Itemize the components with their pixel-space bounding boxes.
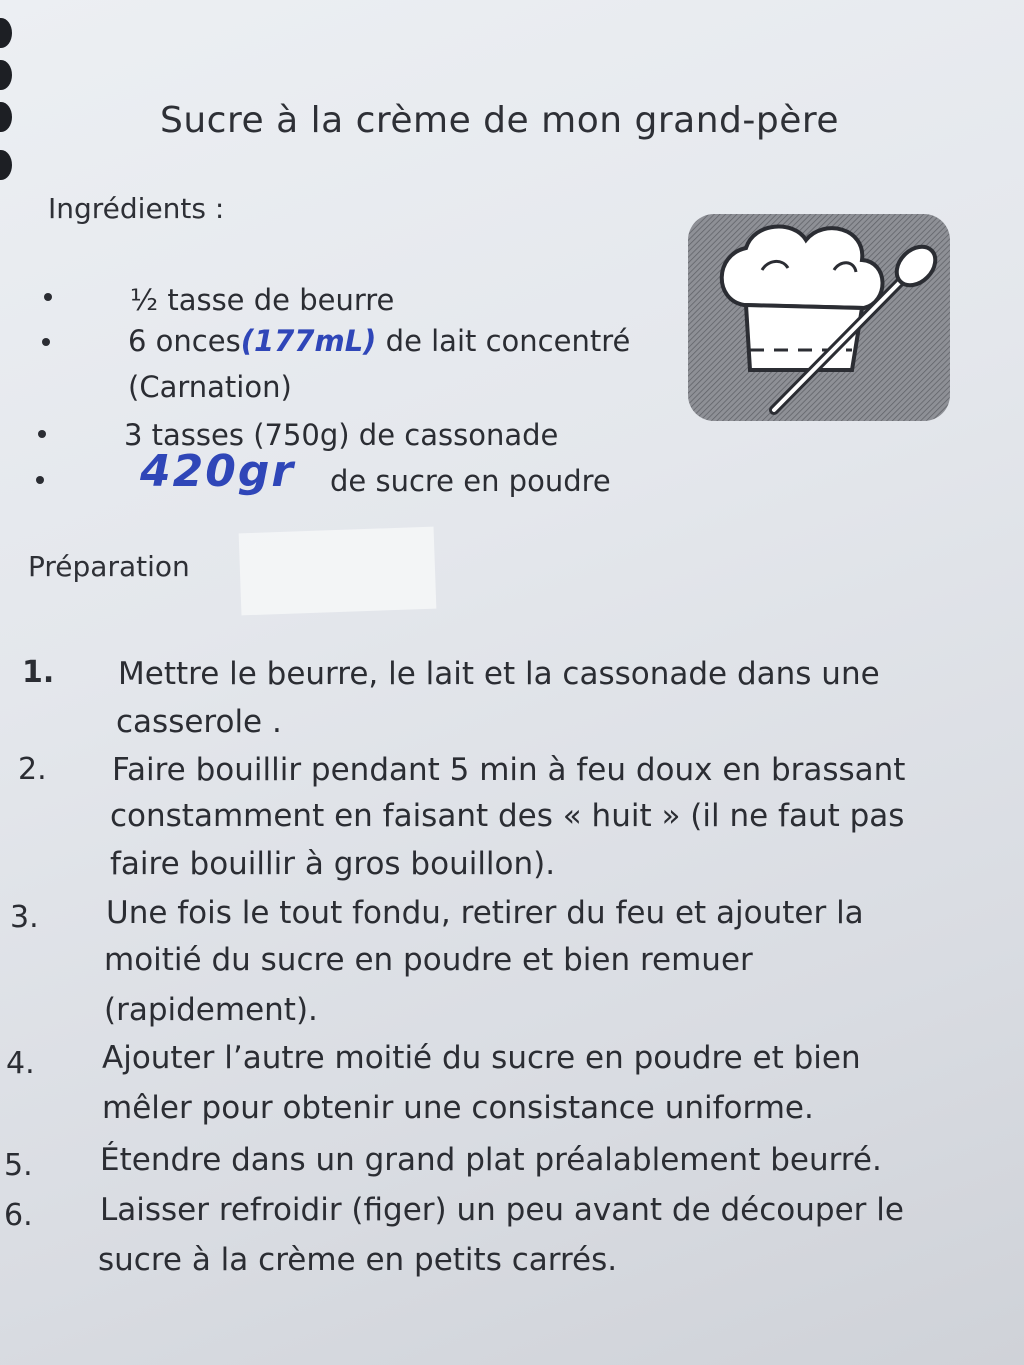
step-line: Étendre dans un grand plat préalablement beurré. [100,1142,882,1178]
preparation-heading: Préparation [28,550,190,583]
step-line: faire bouillir à gros bouillon). [110,846,556,882]
bullet [38,430,46,438]
step-line: (rapidement). [104,992,318,1028]
step-line: Faire bouillir pendant 5 min à feu doux en brassant [112,752,906,788]
bullet [36,476,44,484]
step-number: 3. [10,900,39,935]
ingredient-line [128,324,630,358]
bullet [42,338,50,346]
ingredient-line: (Carnation) [128,370,292,404]
step-number: 2. [18,752,47,787]
ingredient-text: de lait concentré [376,324,631,358]
step-number: 1. [22,655,55,690]
step-line: mêler pour obtenir une consistance uniforme. [102,1090,814,1126]
ingredients-list [0,0,1024,540]
ingredient-text: de sucre en poudre [330,464,611,498]
ingredient-line: ½ tasse de beurre [130,283,395,317]
handwritten-note: 420gr [140,446,296,497]
correction-tape [239,527,437,616]
step-line: Mettre le beurre, le lait et la cassonade dans une [118,656,880,692]
ingredient-text: 6 onces [128,324,241,358]
step-line: moitié du sucre en poudre et bien remuer [104,942,753,978]
ingredients-heading: Ingrédients : [48,192,225,225]
step-line: Une fois le tout fondu, retirer du feu et ajouter la [106,895,864,931]
recipe-title: Sucre à la crème de mon grand-père [160,100,840,141]
step-line: sucre à la crème en petits carrés. [98,1242,618,1278]
handwritten-note: (177mL) [240,324,377,358]
ingredient-line [140,446,295,497]
bullet [44,293,52,301]
step-line: Laisser refroidir (figer) un peu avant de découper le [100,1192,904,1228]
step-number: 4. [6,1046,35,1081]
step-number: 6. [4,1198,33,1233]
step-number: 5. [4,1148,33,1183]
step-line: constamment en faisant des « huit » (il ne faut pas [110,798,905,834]
ingredient-line: 3 tasses (750g) de cassonade [124,418,559,452]
step-line: casserole . [116,704,282,740]
step-line: Ajouter l’autre moitié du sucre en poudre et bien [102,1040,861,1076]
